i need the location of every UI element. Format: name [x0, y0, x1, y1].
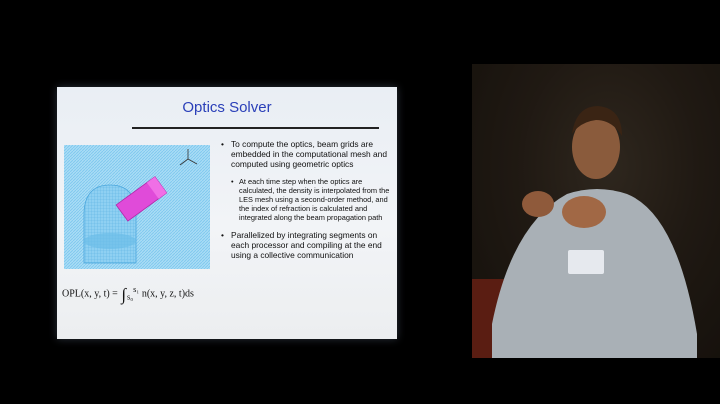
formula-integrand: n(x, y, z, t)ds: [141, 288, 194, 300]
formula-lower-limit: s₀: [127, 292, 134, 302]
speaker-photo: [472, 64, 720, 358]
opl-formula: [62, 285, 222, 305]
bullet-item: • To compute the optics, beam grids are embedded in the computational mesh and computed using geometric optics: [221, 139, 393, 169]
formula-lhs: OPL(x, y, t) =: [62, 288, 118, 300]
integral-sign: ∫: [121, 285, 126, 305]
presentation-slide: [57, 87, 397, 339]
slide-title: Optics Solver: [182, 99, 272, 116]
title-divider: [132, 127, 379, 129]
speaker-hands: [562, 196, 606, 228]
formula-upper-limit: s₁: [133, 285, 140, 294]
speaker-figure: [472, 64, 720, 358]
mesh-visualization-image: [64, 145, 210, 269]
sub-bullet-item: • At each time step when the optics are calculated, the density is interpolated from the LES mesh using a second-order method, and the index of refraction is calculated and integrated along the beam propagation path: [221, 177, 393, 222]
name-badge: [568, 250, 604, 274]
bullet-list: [221, 139, 393, 260]
bullet-item: • Parallelized by integrating segments on each processor and compiling at the end using a collective communication: [221, 230, 393, 260]
